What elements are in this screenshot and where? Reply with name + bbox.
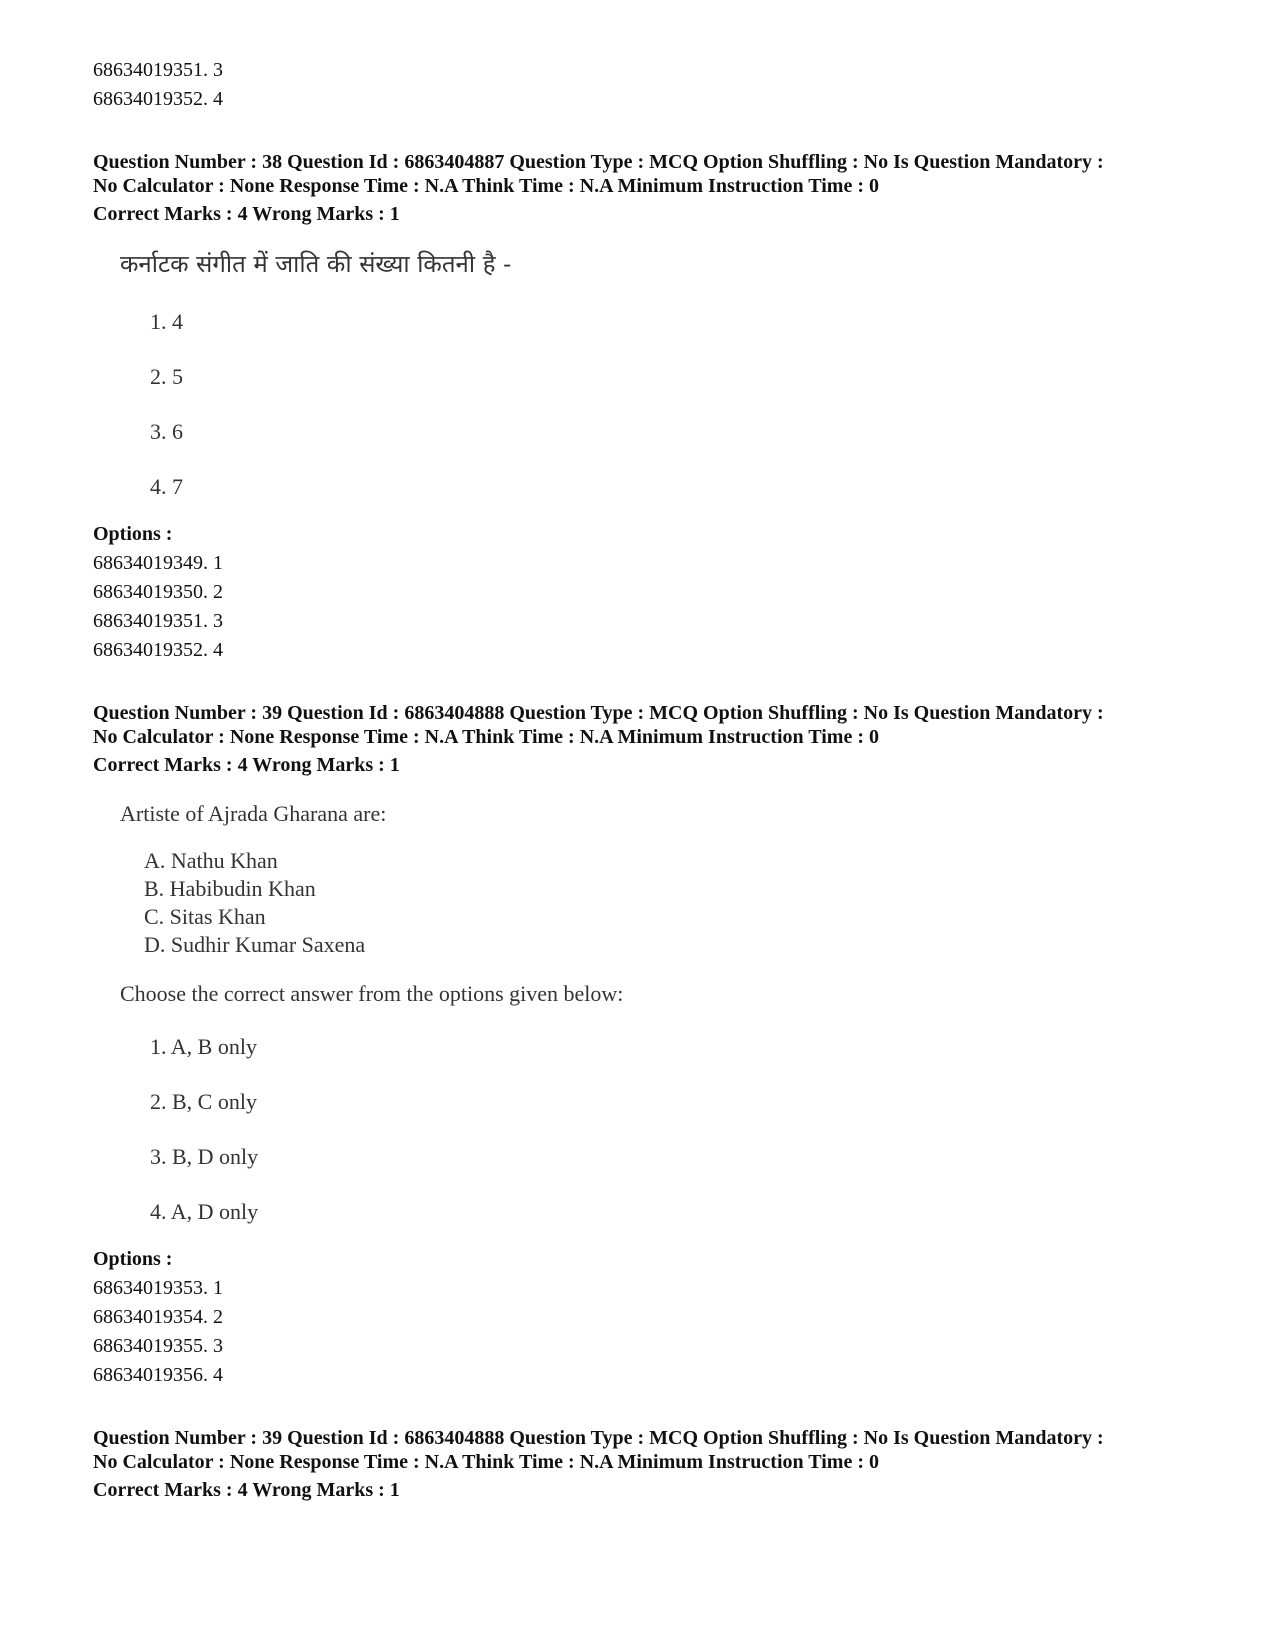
choice-item: 2. 5: [150, 364, 183, 389]
question-38-block: [93, 150, 1193, 665]
statement-item: D. Sudhir Kumar Saxena: [144, 932, 366, 957]
question-39-repeat-block: [93, 1426, 1193, 1502]
question-body: [120, 799, 1193, 1239]
choice-item: 3. B, D only: [150, 1144, 259, 1169]
option-line: 68634019355. 3: [93, 1335, 223, 1357]
question-meta-line-1: Question Number : 38 Question Id : 6863404887 Question Type : MCQ Option Shuffling : No Is Question Mandatory :: [93, 151, 1104, 173]
option-line: 68634019353. 1: [93, 1277, 223, 1299]
question-marks: Correct Marks : 4 Wrong Marks : 1: [93, 754, 400, 776]
question-meta-line-2: No Calculator : None Response Time : N.A Think Time : N.A Minimum Instruction Time : 0: [93, 1451, 879, 1473]
option-line: 68634019349. 1: [93, 552, 223, 574]
choice-item: 4. 7: [150, 474, 183, 499]
option-line: 68634019351. 3: [93, 59, 223, 81]
question-39-block: [93, 701, 1193, 1390]
choice-item: 4. A, D only: [150, 1199, 259, 1224]
question-body: [120, 248, 1193, 514]
document-page: [93, 56, 1193, 1502]
choice-item: 1. A, B only: [150, 1034, 257, 1059]
choice-list: [150, 294, 1193, 514]
statement-item: B. Habibudin Khan: [144, 876, 316, 901]
question-meta-line-2: No Calculator : None Response Time : N.A Think Time : N.A Minimum Instruction Time : 0: [93, 175, 879, 197]
question-instruction: Choose the correct answer from the options given below:: [120, 981, 624, 1006]
option-line: 68634019352. 4: [93, 639, 223, 661]
statement-item: A. Nathu Khan: [144, 848, 278, 873]
question-text: कर्नाटक संगीत में जाति की संख्या कितनी है -: [120, 250, 512, 278]
choice-item: 2. B, C only: [150, 1089, 257, 1114]
choice-item: 1. 4: [150, 309, 183, 334]
options-label: Options :: [93, 1248, 173, 1270]
option-line: 68634019350. 2: [93, 581, 223, 603]
options-label: Options :: [93, 523, 173, 545]
option-line: 68634019351. 3: [93, 610, 223, 632]
choice-item: 3. 6: [150, 419, 183, 444]
statement-list: [144, 847, 1193, 959]
question-text: Artiste of Ajrada Gharana are:: [120, 801, 387, 826]
question-marks: Correct Marks : 4 Wrong Marks : 1: [93, 203, 400, 225]
question-meta-line-1: Question Number : 39 Question Id : 6863404888 Question Type : MCQ Option Shuffling : No Is Question Mandatory :: [93, 1427, 1104, 1449]
option-line: 68634019352. 4: [93, 88, 223, 110]
option-line: 68634019356. 4: [93, 1364, 223, 1386]
question-marks: Correct Marks : 4 Wrong Marks : 1: [93, 1479, 400, 1501]
option-line: 68634019354. 2: [93, 1306, 223, 1328]
statement-item: C. Sitas Khan: [144, 904, 266, 929]
choice-list: [150, 1019, 1193, 1239]
question-meta-line-1: Question Number : 39 Question Id : 6863404888 Question Type : MCQ Option Shuffling : No Is Question Mandatory :: [93, 702, 1104, 724]
question-meta-line-2: No Calculator : None Response Time : N.A Think Time : N.A Minimum Instruction Time : 0: [93, 726, 879, 748]
